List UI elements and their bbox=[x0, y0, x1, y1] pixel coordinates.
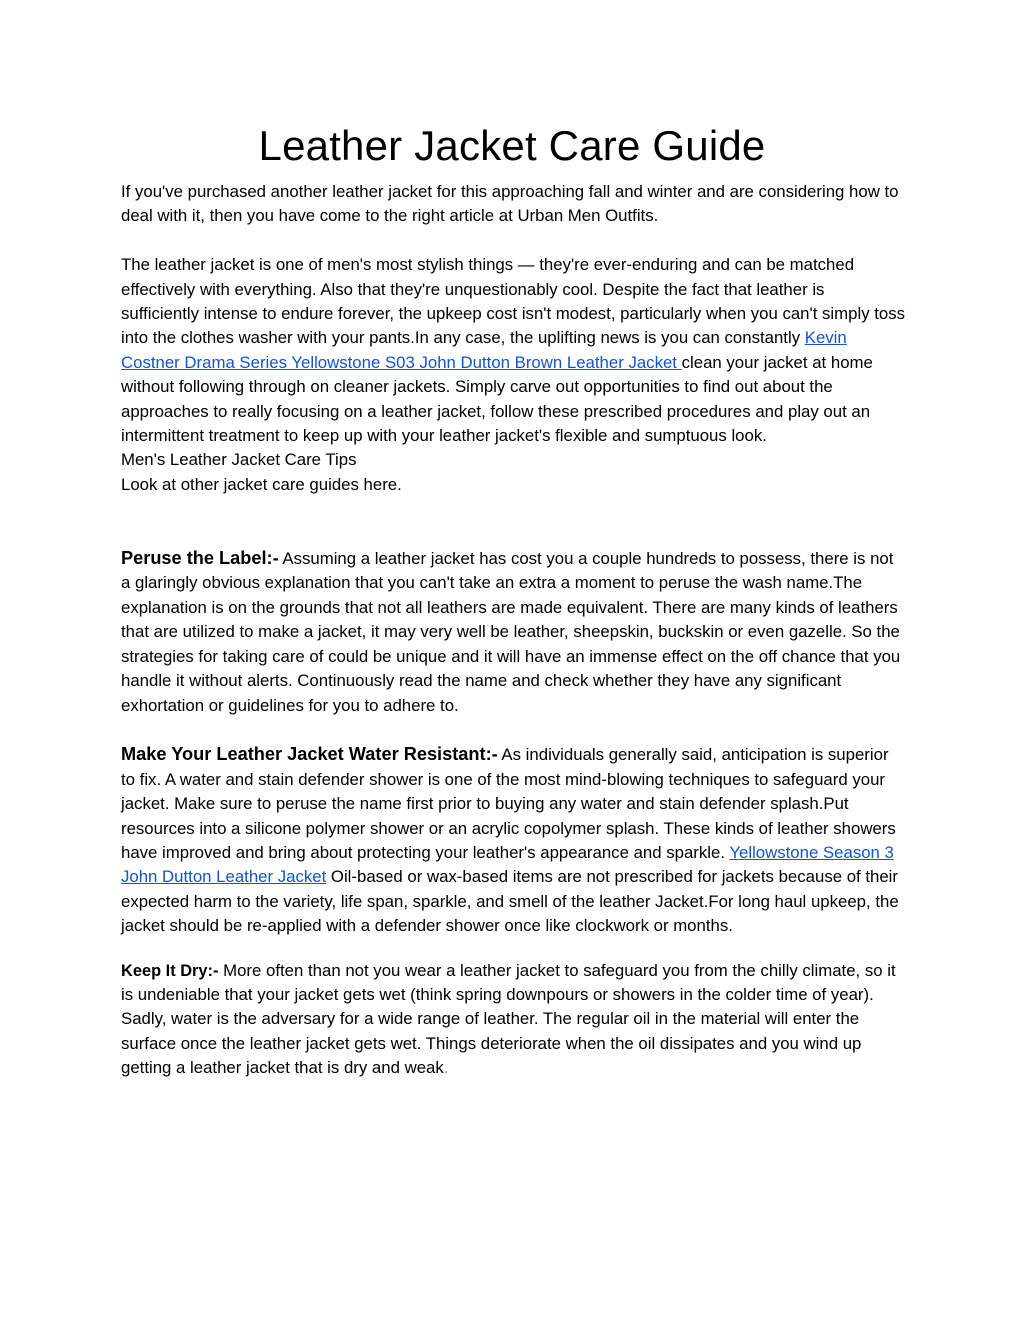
yellowstone-jacket-link[interactable]: Yellowstone Season 3 John Dutton Leather Jacket bbox=[121, 842, 894, 887]
section-water-resistant bbox=[121, 742, 906, 938]
overview-text-after: clean your jacket at home without following through on cleaner jackets. Simply carve out opportunities to find out about the approaches to really focusing on a leather jacket, follow these prescribed procedures and play out an intermittent treatment to keep up with your leather jacket's flexible and sumptuous look. bbox=[121, 352, 873, 446]
section-peruse-label bbox=[121, 546, 906, 718]
spacer bbox=[121, 497, 906, 546]
section-body: Assuming a leather jacket has cost you a couple hundreds to possess, there is not a glaringly obvious explanation that you can't take an extra a moment to peruse the wash name.The explanation is on the grounds that not all leathers are made equivalent. There are many kinds of leathers that are utilized to make a jacket, it may very well be leather, sheepskin, buckskin or even gazelle. So the strategies for taking care of could be unique and it will have an immense effect on the off chance that you handle it without alerts. Continuously read the name and check whether they have any significant exhortation or guidelines for you to adhere to. bbox=[121, 549, 901, 715]
document-body bbox=[121, 118, 906, 1081]
section-body: More often than not you wear a leather jacket to safeguard you from the chilly climate, so it is undeniable that your jacket gets wet (think spring downpours or showers in the colder time of year). Sadly, water is the adversary for a wide range of leather. The regular oil in the material will enter the surface once the leather jacket gets wet. Things deteriorate when the oil dissipates and you wind up getting a leather jacket that is dry and weak bbox=[121, 960, 896, 1078]
overview-text-before: The leather jacket is one of men's most stylish things — they're ever-enduring and can be matched effectively with everything. Also that they're unquestionably cool. Despite the fact that leather is sufficiently intense to endure forever, the upkeep cost isn't modest, particularly when you can't simply toss into the clothes washer with your pants.In any case, the uplifting news is you can constantly bbox=[121, 255, 906, 348]
page-title: Leather Jacket Care Guide bbox=[258, 122, 766, 169]
intro-paragraph: If you've purchased another leather jacket for this approaching fall and winter and are considering how to deal with it, then you have come to the right article at Urban Men Outfits. bbox=[121, 182, 899, 226]
spacer bbox=[121, 939, 906, 959]
section-keep-dry bbox=[121, 959, 906, 1081]
care-tips-line: Men's Leather Jacket Care Tips bbox=[121, 450, 357, 470]
section-heading: Peruse the Label:- bbox=[121, 548, 279, 569]
section-heading: Keep It Dry:- bbox=[121, 961, 219, 980]
section-heading: Make Your Leather Jacket Water Resistant:- bbox=[121, 744, 498, 765]
section-body-after: Oil-based or wax-based items are not prescribed for jackets because of their expected harm to the variety, life span, sparkle, and smell of the leather Jacket.For long haul upkeep, the jacket should be re-applied with a defender shower once like clockwork or months. bbox=[121, 867, 899, 936]
other-guides-line: Look at other jacket care guides here. bbox=[121, 474, 402, 494]
section-body: As individuals generally said, anticipation is superior to fix. A water and stain defender shower is one of the most mind-blowing techniques to safeguard your jacket. Make sure to peruse the name first prior to buying any water and stain defender splash.Put resources into a silicone polymer shower or an acrylic copolymer splash. These kinds of leather showers have improved and bring about protecting your leather's appearance and sparkle. bbox=[121, 745, 896, 862]
trailing-period: . bbox=[443, 1058, 449, 1078]
overview-paragraph bbox=[121, 253, 906, 448]
kevin-costner-jacket-link[interactable]: Kevin Costner Drama Series Yellowstone S03 John Dutton Brown Leather Jacket bbox=[121, 328, 847, 372]
spacer bbox=[121, 718, 906, 742]
